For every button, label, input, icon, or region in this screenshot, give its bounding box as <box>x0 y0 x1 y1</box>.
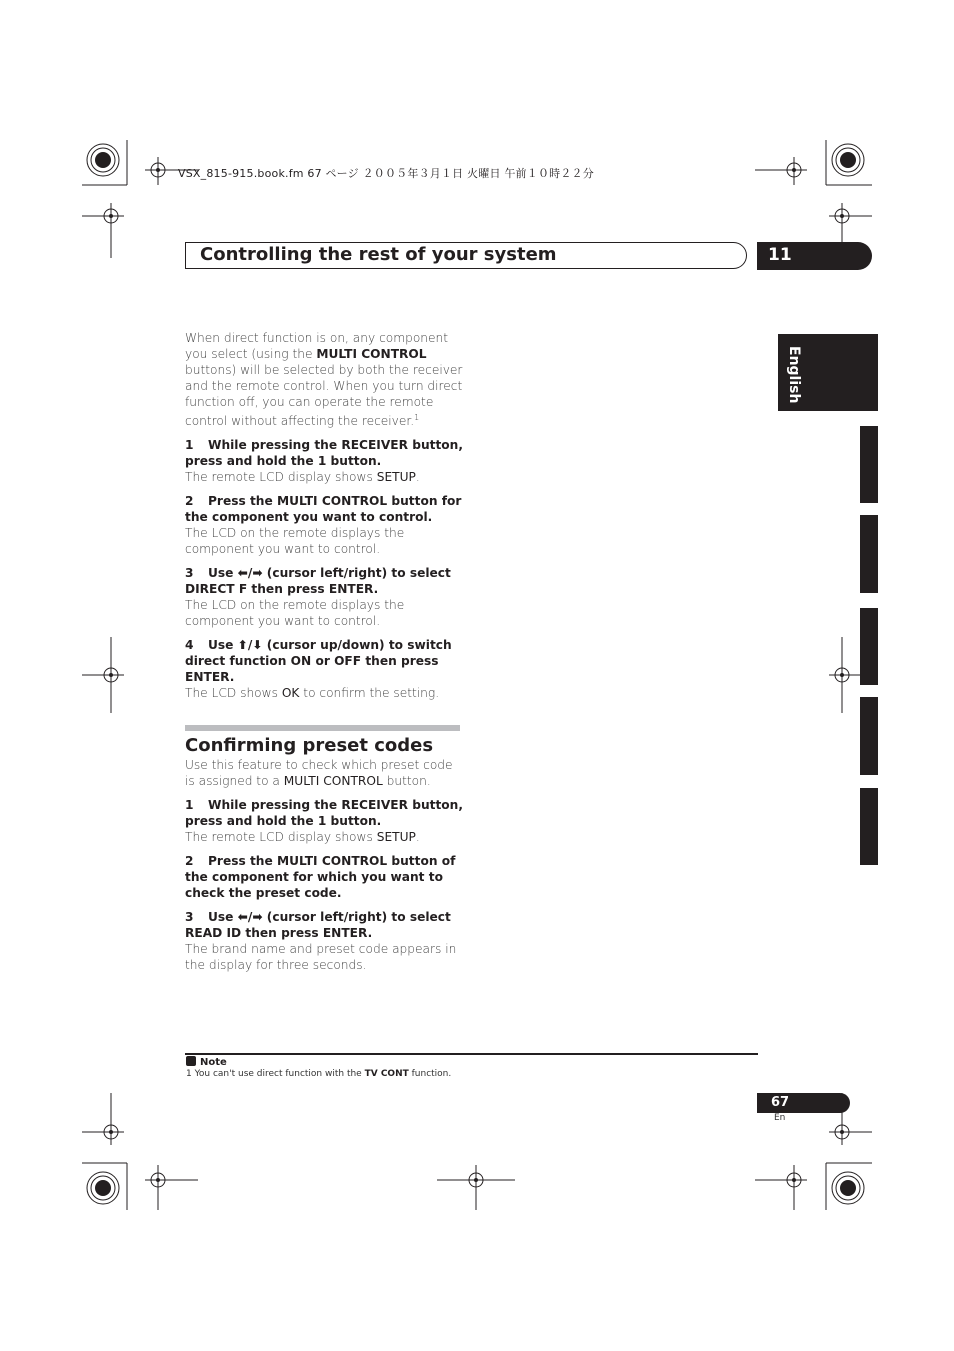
note-heading: Note <box>186 1056 227 1068</box>
side-tab-block <box>860 515 878 593</box>
main-column <box>185 330 465 973</box>
page-title: Controlling the rest of your system <box>200 244 557 265</box>
footnote-ref: 1 <box>414 413 420 422</box>
step-title: 4 Use ⬆/⬇ (cursor up/down) to switch direct function ON or OFF then press ENTER. <box>185 638 452 685</box>
intro-paragraph: When direct function is on, any component you select (using the MULTI CONTROL buttons) will be selected by both the receiver and the remote control. When you turn direct function off, you can operate the remote control without affecting the receiver.$^1$ <box>185 331 463 429</box>
side-tab-block <box>860 697 878 775</box>
step-description: The LCD shows OK to confirm the setting. <box>185 686 440 701</box>
side-tab-block <box>860 608 878 685</box>
footnote-text: 1 You can't use direct function with the TV CONT function. <box>186 1069 452 1079</box>
step-title: 3 Use ⬅/➡ (cursor left/right) to select READ ID then press ENTER. <box>185 910 451 941</box>
section-heading: Confirming preset codes <box>185 735 434 757</box>
chapter-number: 11 <box>768 245 792 265</box>
page-number-badge <box>757 1093 850 1113</box>
step-title: 2 Press the MULTI CONTROL button for the component you want to control. <box>185 494 462 525</box>
note-icon <box>186 1056 196 1066</box>
step-title: 2 Press the MULTI CONTROL button of the component for which you want to check the preset code. <box>185 854 456 901</box>
step-title: 1 While pressing the RECEIVER button, press and hold the 1 button. <box>185 438 463 469</box>
step-title: 3 Use ⬅/➡ (cursor left/right) to select DIRECT F then press ENTER. <box>185 566 451 597</box>
side-tab-block <box>860 426 878 503</box>
note-divider <box>185 1053 758 1055</box>
page-language-code: En <box>774 1113 786 1123</box>
step-description: The LCD on the remote displays the component you want to control. <box>185 526 405 557</box>
section-divider <box>185 725 460 731</box>
language-tab <box>778 334 878 411</box>
language-tab-label: English <box>786 346 802 404</box>
section-intro: Use this feature to check which preset code is assigned to a MULTI CONTROL button. <box>185 758 453 789</box>
step-description: The remote LCD display shows SETUP. <box>185 470 420 485</box>
step-description: The LCD on the remote displays the component you want to control. <box>185 598 405 629</box>
steps-direct-function <box>185 437 465 701</box>
page-number: 67 <box>771 1095 790 1110</box>
side-tab-block <box>860 788 878 865</box>
chapter-number-badge <box>757 242 872 270</box>
step-title: 1 While pressing the RECEIVER button, press and hold the 1 button. <box>185 798 463 829</box>
steps-preset-codes <box>185 797 465 973</box>
step-description: The remote LCD display shows SETUP. <box>185 830 420 845</box>
print-info-line: VSX_815-915.book.fm 67 ページ ２００５年３月１日 火曜日 午前１０時２２分 <box>178 167 594 180</box>
step-description: The brand name and preset code appears in the display for three seconds. <box>185 942 457 973</box>
